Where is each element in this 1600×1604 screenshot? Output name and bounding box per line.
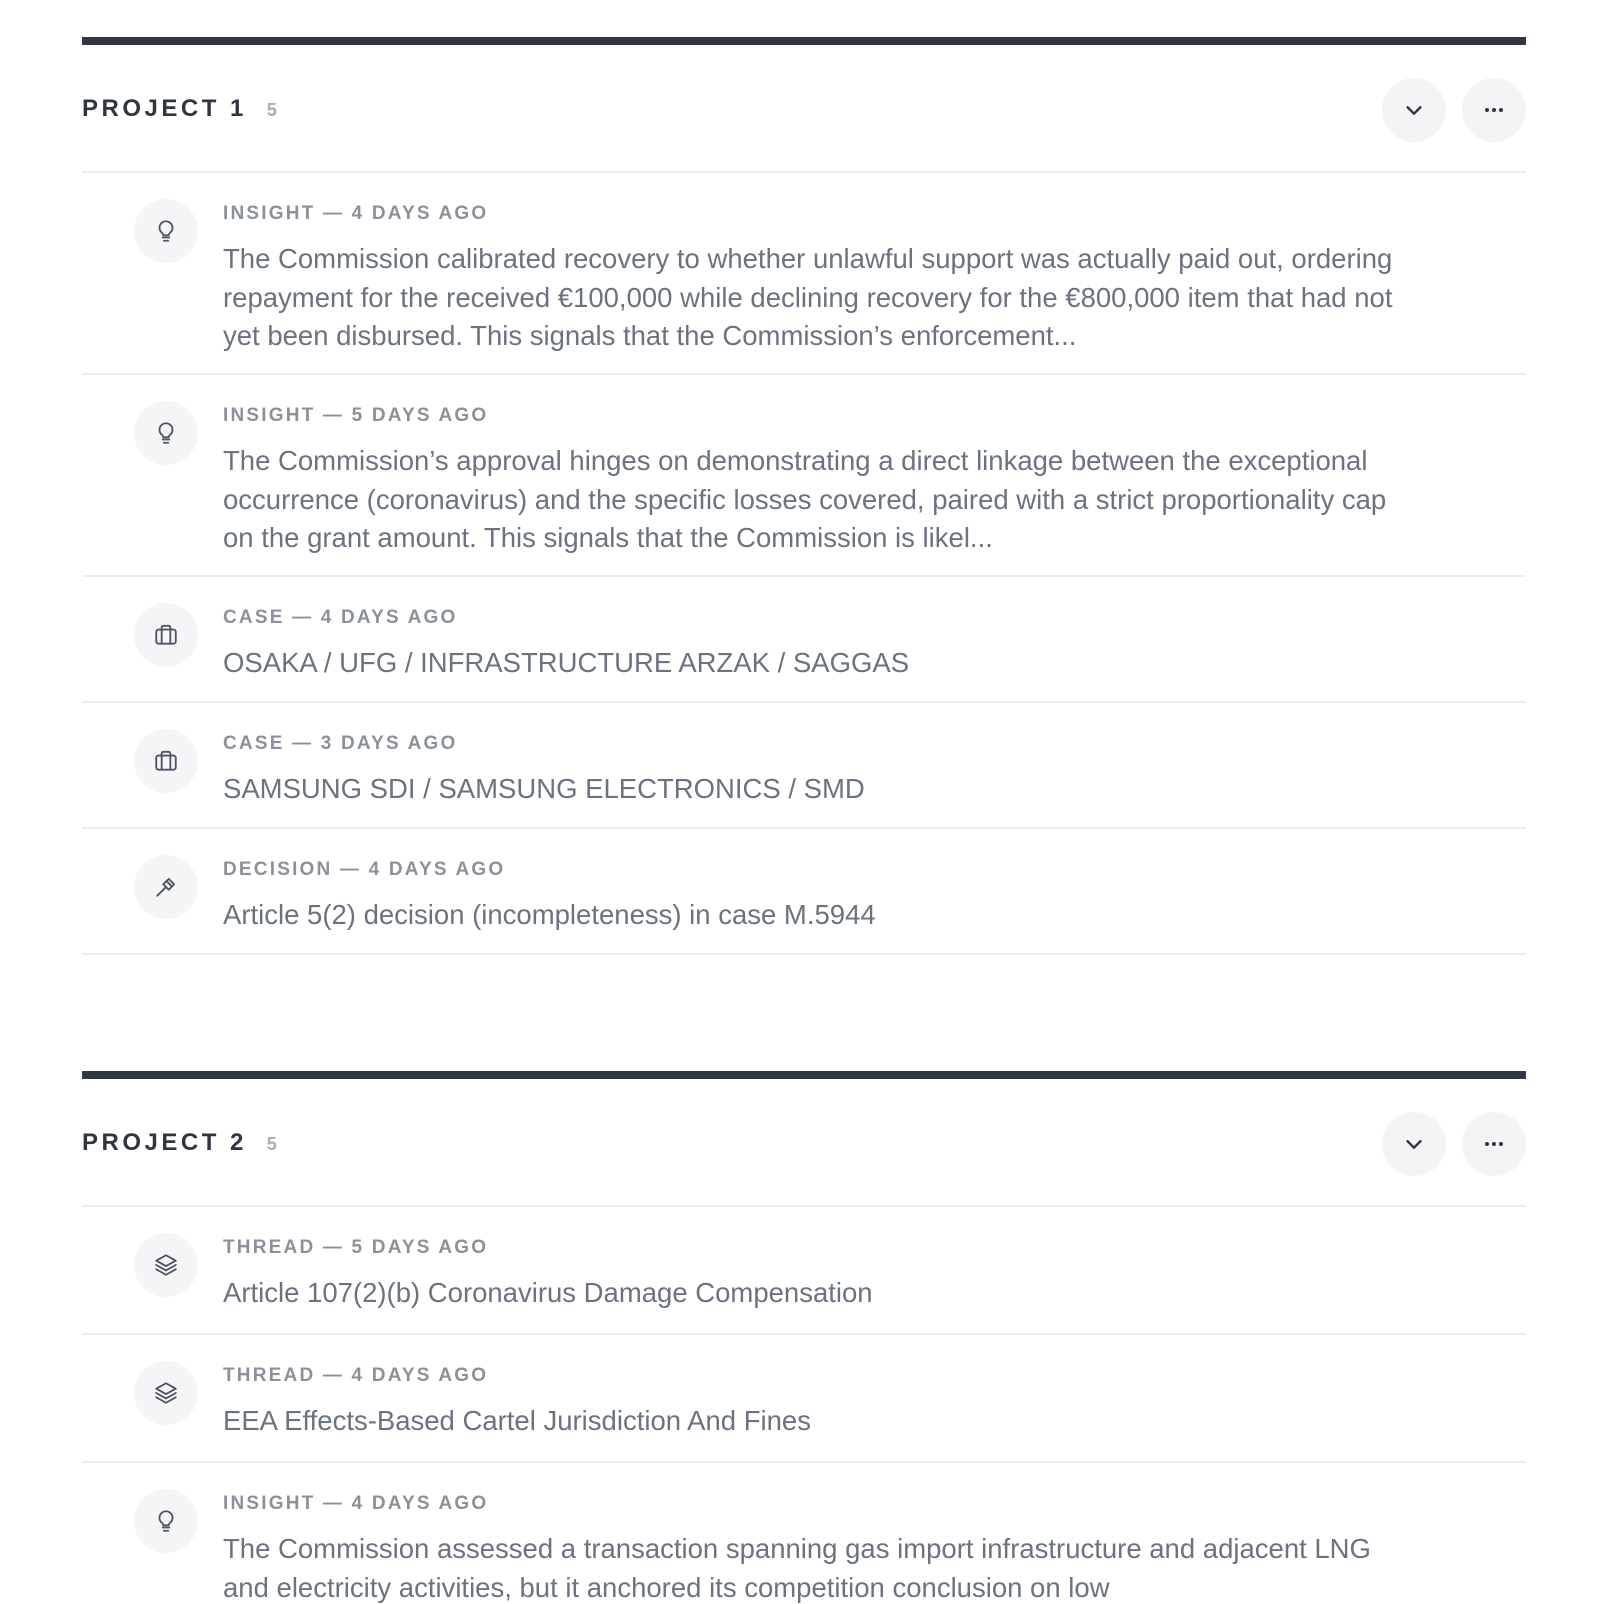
more-horizontal-icon xyxy=(1482,98,1506,122)
item-text: The Commission calibrated recovery to whether unlawful support was actually paid out, ordering repayment for the received €100,000 while declining recovery for the €800,000 item that had not yet been disbursed. This signals that the Commission’s enforcement... xyxy=(223,243,1393,351)
project-header xyxy=(82,45,1526,173)
item-text: OSAKA / UFG / INFRASTRUCTURE ARZAK / SAGGAS xyxy=(223,647,910,678)
item-meta: CASE — 3 DAYS AGO xyxy=(223,733,458,754)
project-title xyxy=(82,95,277,123)
more-options-button[interactable] xyxy=(1462,78,1526,142)
project-section xyxy=(82,1071,1526,1604)
list-item[interactable] xyxy=(82,703,1526,829)
list-item[interactable] xyxy=(82,577,1526,703)
item-text: EEA Effects-Based Cartel Jurisdiction And Fines xyxy=(223,1405,811,1436)
list-item[interactable] xyxy=(82,829,1526,955)
item-meta: THREAD — 4 DAYS AGO xyxy=(223,1365,489,1386)
chevron-down-icon xyxy=(1403,1133,1425,1155)
project-section xyxy=(82,37,1526,955)
layers-icon xyxy=(134,1361,198,1425)
item-text: SAMSUNG SDI / SAMSUNG ELECTRONICS / SMD xyxy=(223,773,865,804)
list-item[interactable] xyxy=(82,173,1526,375)
list-item[interactable] xyxy=(82,1463,1526,1604)
list-item[interactable] xyxy=(82,1335,1526,1463)
project-title-text: PROJECT 2 xyxy=(82,1129,247,1156)
project-accent-bar xyxy=(82,37,1526,45)
item-meta: INSIGHT — 4 DAYS AGO xyxy=(223,1493,489,1514)
item-text: The Commission assessed a transaction spanning gas import infrastructure and adjacent LNG and electricity activities, but it anchored its competition conclusion on low xyxy=(223,1533,1371,1603)
layers-icon xyxy=(134,1233,198,1297)
item-meta: DECISION — 4 DAYS AGO xyxy=(223,859,506,880)
chevron-down-icon xyxy=(1403,99,1425,121)
item-meta: THREAD — 5 DAYS AGO xyxy=(223,1237,489,1258)
gavel-icon xyxy=(134,855,198,919)
list-item[interactable] xyxy=(82,375,1526,577)
list-item[interactable] xyxy=(82,1207,1526,1335)
project-accent-bar xyxy=(82,1071,1526,1079)
item-text: The Commission’s approval hinges on demonstrating a direct linkage between the exceptional occurrence (coronavirus) and the specific losses covered, paired with a strict proportionality cap on the grant amount. This signals that the Commission is likel... xyxy=(223,445,1387,553)
project-title xyxy=(82,1129,277,1157)
collapse-button[interactable] xyxy=(1382,1112,1446,1176)
item-meta: CASE — 4 DAYS AGO xyxy=(223,607,458,628)
more-options-button[interactable] xyxy=(1462,1112,1526,1176)
item-text: Article 5(2) decision (incompleteness) in case M.5944 xyxy=(223,899,876,930)
item-text: Article 107(2)(b) Coronavirus Damage Compensation xyxy=(223,1277,873,1308)
briefcase-icon xyxy=(134,729,198,793)
briefcase-icon xyxy=(134,603,198,667)
item-meta: INSIGHT — 5 DAYS AGO xyxy=(223,405,489,426)
more-horizontal-icon xyxy=(1482,1132,1506,1156)
lightbulb-icon xyxy=(134,199,198,263)
project-count: 5 xyxy=(266,1134,277,1154)
lightbulb-icon xyxy=(134,1489,198,1553)
project-header xyxy=(82,1079,1526,1207)
collapse-button[interactable] xyxy=(1382,78,1446,142)
project-title-text: PROJECT 1 xyxy=(82,95,247,122)
lightbulb-icon xyxy=(134,401,198,465)
project-count: 5 xyxy=(266,100,277,120)
item-meta: INSIGHT — 4 DAYS AGO xyxy=(223,203,489,224)
